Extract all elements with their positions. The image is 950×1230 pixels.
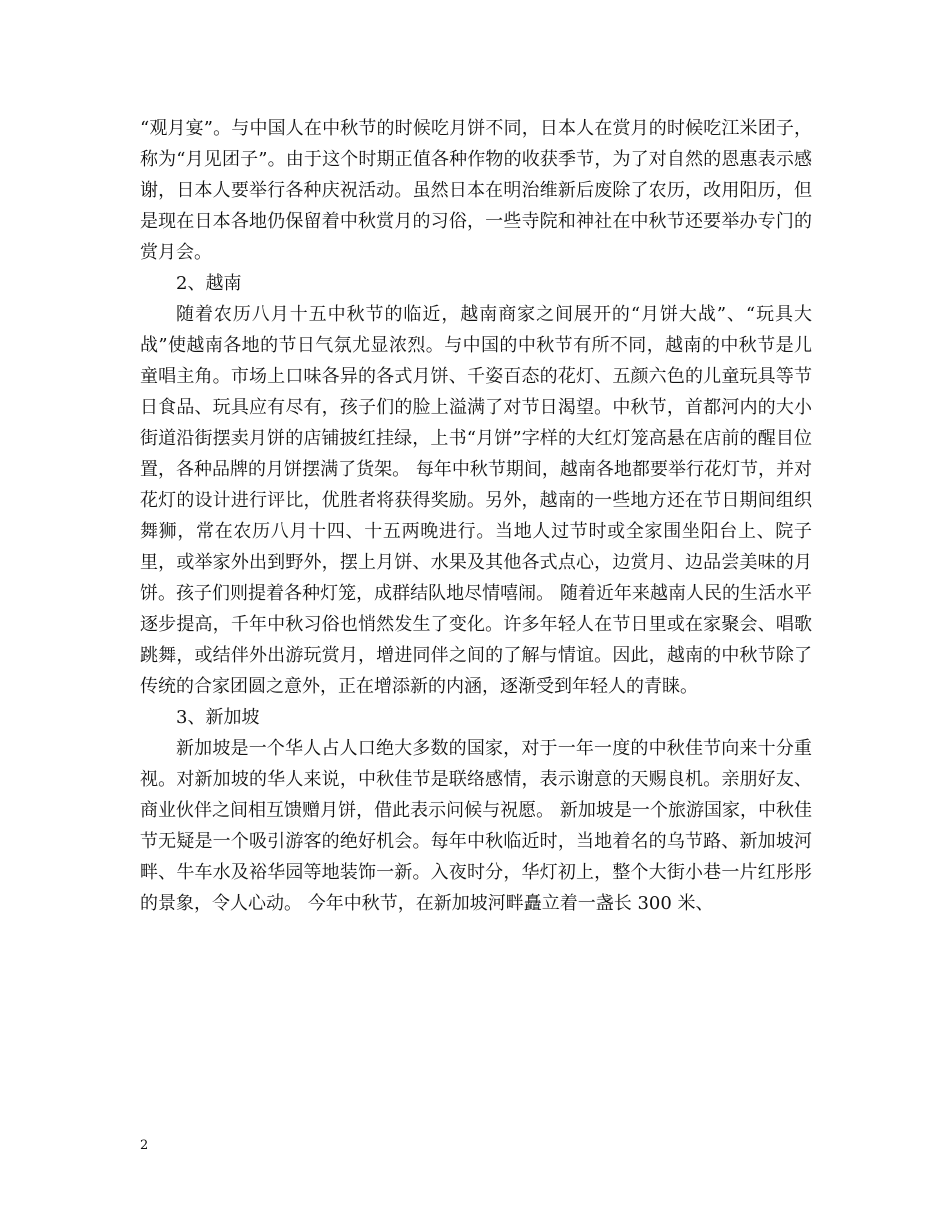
document-body xyxy=(140,113,812,919)
page-number: 2 xyxy=(140,1138,149,1153)
paragraph-vietnam: 随着农历八月十五中秋节的临近，越南商家之间展开的“月饼大战”、“玩具大战”使越南各地的节日气氛尤显浓烈。与中国的中秋节有所不同，越南的中秋节是儿童唱主角。市场上口味各异的各式月饼、千姿百态的花灯、五颜六色的儿童玩具等节日食品、玩具应有尽有，孩子们的脸上溢满了对节日渴望。中秋节，首都河内的大小街道沿街摆卖月饼的店铺披红挂绿，上书“月饼”字样的大红灯笼高悬在店前的醒目位置，各种品牌的月饼摆满了货架。 每年中秋节期间，越南各地都要举行花灯节，并对花灯的设计进行评比，优胜者将获得奖励。另外，越南的一些地方还在节日期间组织舞狮，常在农历八月十四、十五两晚进行。当地人过节时或全家围坐阳台上、院子里，或举家外出到野外，摆上月饼、水果及其他各式点心，边赏月、边品尝美味的月饼。孩子们则提着各种灯笼，成群结队地尽情嘻闹。 随着近年来越南人民的生活水平逐步提高，千年中秋习俗也悄然发生了变化。许多年轻人在节日里或在家聚会、唱歌跳舞，或结伴外出游玩赏月，增进同伴之间的了解与情谊。因此，越南的中秋节除了传统的合家团圆之意外，正在增添新的内涵，逐渐受到年轻人的青睐。 xyxy=(140,304,812,697)
paragraph-singapore: 新加坡是一个华人占人口绝大多数的国家，对于一年一度的中秋佳节向来十分重视。对新加坡的华人来说，中秋佳节是联络感情，表示谢意的天赐良机。亲朋好友、商业伙伴之间相互馈赠月饼，借此表示问候与祝愿。 新加坡是一个旅游国家，中秋佳节无疑是一个吸引游客的绝好机会。每年中秋临近时，当地着名的乌节路、新加坡河畔、牛车水及裕华园等地装饰一新。入夜时分，华灯初上，整个大街小巷一片红彤彤的景象，令人心动。 今年中秋节，在新加坡河畔矗立着一盏长 300 米、 xyxy=(140,738,812,914)
paragraph-japan-continuation: “观月宴”。与中国人在中秋节的时候吃月饼不同，日本人在赏月的时候吃江米团子，称为“月见团子”。由于这个时期正值各种作物的收获季节，为了对自然的恩惠表示感谢，日本人要举行各种庆祝活动。虽然日本在明治维新后废除了农历，改用阳历，但是现在日本各地仍保留着中秋赏月的习俗，一些寺院和神社在中秋节还要举办专门的赏月会。 xyxy=(140,118,812,263)
section-heading-vietnam: 2、越南 xyxy=(176,273,242,294)
section-heading-singapore: 3、新加坡 xyxy=(176,707,260,728)
